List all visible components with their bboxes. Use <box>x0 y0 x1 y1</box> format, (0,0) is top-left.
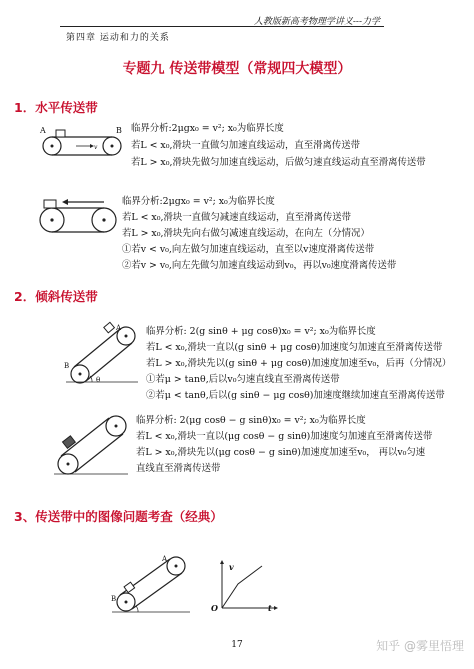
graph-label-t: t <box>268 603 272 613</box>
m3-line-1: 临界分析: 2(g sinθ + μg cosθ)x₀ = v²; x₀为临界长度 <box>146 326 376 337</box>
header-chapter: 第四章 运动和力的关系 <box>66 33 170 43</box>
fig1-label-v: v <box>94 144 98 151</box>
watermark: 知乎 @雾里悟理 <box>376 639 464 653</box>
m2-line-5: ②若v > v₀,向左先做匀加速直线运动到v₀，再以v₀速度滑离传送带 <box>122 260 397 271</box>
figure-incline-belt-2 <box>54 408 134 480</box>
m4-line-3: 若L > x₀,滑块先以(μg cosθ − g sinθ)加速度加速至v₀， 再以v₀匀速 <box>136 447 426 458</box>
fig5-label-b: B <box>111 595 117 603</box>
figure-horizontal-belt-2 <box>38 196 120 236</box>
section-heading-incline: 2．倾斜传送带 <box>14 289 98 304</box>
m3-line-4: ①若μ > tanθ,后以v₀匀速直线直至滑离传送带 <box>146 374 340 385</box>
m3-line-3: 若L > x₀,滑块先以(g sinθ + μg cosθ)加速度加速至v₀，后再（分情况） <box>146 358 452 369</box>
m3-line-2: 若L < x₀,滑块一直以(g sinθ + μg cosθ)加速度匀加速直至滑离传送带 <box>146 342 443 353</box>
m3-line-5: ②若μ < tanθ,后以(g sinθ − μg cosθ)加速度继续加速直至滑离传送带 <box>146 390 445 401</box>
m4-line-2: 若L < x₀,滑块一直以(μg cosθ − g sinθ)加速度匀加速直至滑离传送带 <box>136 431 433 442</box>
m2-line-2: 若L < x₀,滑块一直做匀减速直线运动，直至滑离传送带 <box>122 212 351 223</box>
page-title: 专题九 传送带模型（常规四大模型） <box>122 61 352 77</box>
graph-label-origin: O <box>211 603 218 613</box>
header-rule <box>60 26 384 27</box>
fig1-label-a: A <box>40 126 46 135</box>
m2-line-4: ①若v < v₀,向左做匀加速直线运动，直至以v速度滑离传送带 <box>122 244 375 255</box>
fig5-label-a: A <box>162 555 168 563</box>
m1-line-2: 若L < x₀,滑块一直做匀加速直线运动，直至滑离传送带 <box>131 140 360 151</box>
page-number: 17 <box>231 640 243 650</box>
m4-line-4: 直线直至滑离传送带 <box>136 463 221 474</box>
m1-line-3: 若L > x₀,滑块先做匀加速直线运动，后做匀速直线运动直至滑离传送带 <box>131 157 426 168</box>
m1-line-1: 临界分析:2μgx₀ = v²; x₀为临界长度 <box>131 123 284 134</box>
figure-incline-belt-1 <box>66 318 144 390</box>
m2-line-1: 临界分析:2μgx₀ = v²; x₀为临界长度 <box>122 196 275 207</box>
m2-line-3: 若L > x₀,滑块先向右做匀减速直线运动，在向左（分情况） <box>122 228 370 239</box>
fig3-label-b: B <box>64 362 70 370</box>
section-heading-graph: 3、传送带中的图像问题考查（经典） <box>14 509 223 524</box>
m4-line-1: 临界分析: 2(μg cosθ − g sinθ)x₀ = v²; x₀为临界长度 <box>136 415 366 426</box>
figure-incline-belt-3 <box>112 550 196 618</box>
fig1-label-b: B <box>116 126 122 135</box>
section-heading-horizontal: 1．水平传送带 <box>14 100 98 115</box>
fig3-label-theta: θ <box>96 376 101 384</box>
graph-label-v: v <box>229 562 234 572</box>
fig3-label-a: A <box>116 324 122 332</box>
header-book: 人教版新高考物理学讲义---力学 <box>253 17 380 27</box>
